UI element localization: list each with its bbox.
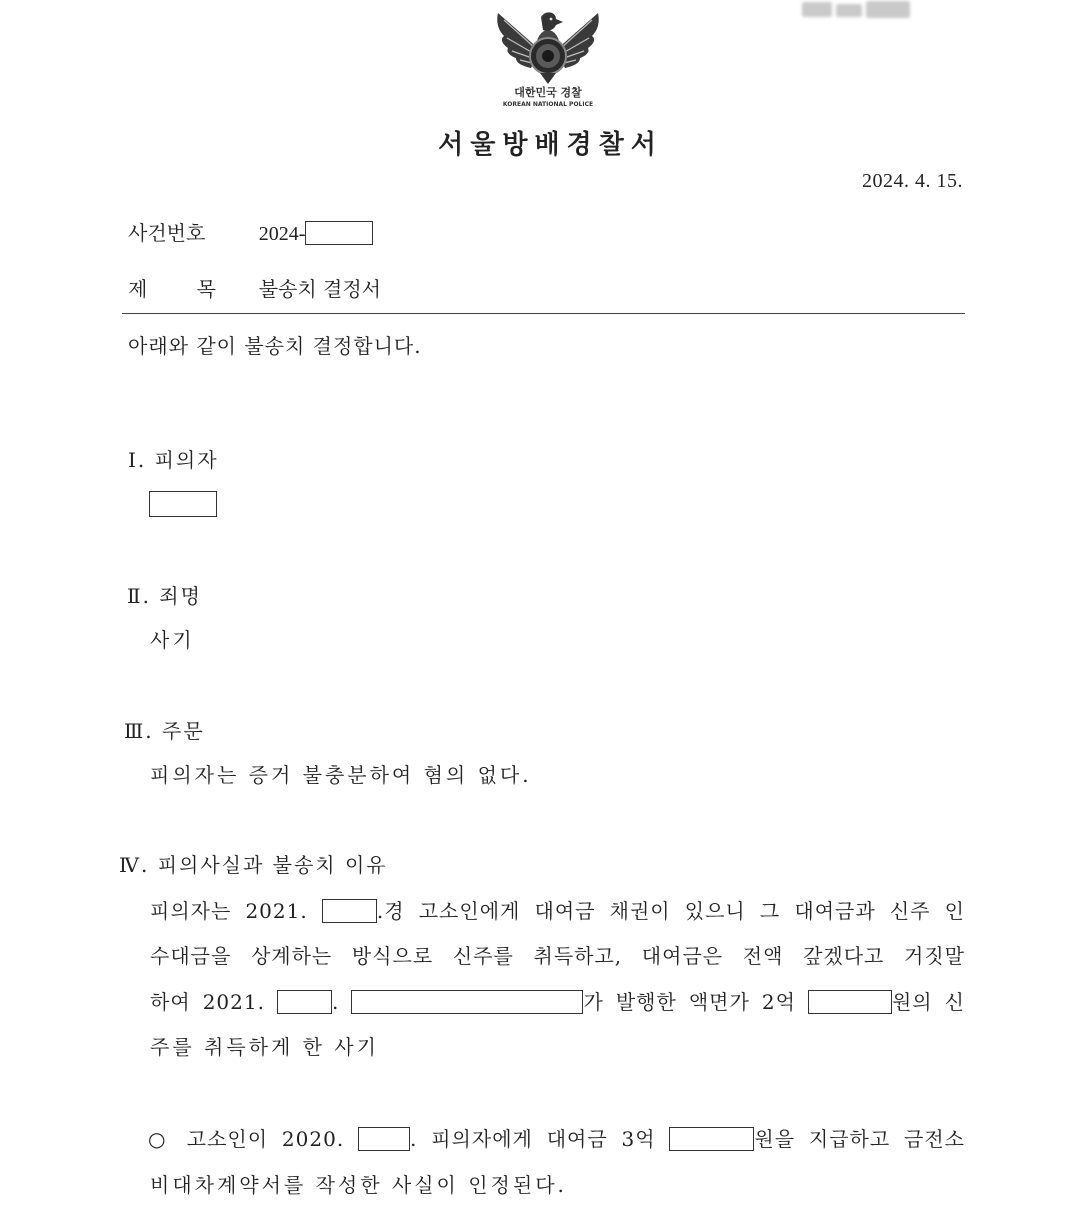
subject-row [128, 275, 381, 303]
section-suspect-heading: Ⅰ. 피의자 [128, 448, 219, 472]
finding-line-1-c: 원을 지급하고 금전소 [754, 1127, 965, 1151]
redaction-box [149, 491, 217, 517]
subject-value: 불송치 결정서 [258, 277, 381, 301]
finding-line-1-b: . 피의자에게 대여금 3억 [410, 1127, 670, 1151]
case-number-row [128, 219, 373, 248]
redaction-box [305, 221, 373, 245]
finding-line-2: 비대차계약서를 작성한 사실이 인정된다. [150, 1173, 567, 1197]
fact-line-1-a: 피의자는 2021. [150, 899, 322, 923]
police-emblem-logo [490, 8, 606, 84]
intro-text: 아래와 같이 불송치 결정합니다. [128, 334, 422, 358]
section-reasons-heading: Ⅳ. 피의사실과 불송치 이유 [119, 853, 388, 877]
fact-line-4: 주를 취득하게 한 사기 [150, 1035, 379, 1059]
finding-line-1-a: ○ 고소인이 2020. [148, 1127, 359, 1151]
fact-line-2: 수대금을 상계하는 방식으로 신주를 취득하고, 대여금은 전액 갚겠다고 거짓말 [150, 944, 965, 968]
fact-line-3-d: 원의 신 [891, 990, 965, 1014]
document-date: 2024. 4. 15. [862, 170, 963, 192]
charge-value: 사기 [150, 628, 195, 652]
case-number-label: 사건번호 [128, 221, 206, 245]
redaction-box [351, 990, 583, 1014]
emblem-org-name-en: KOREAN NATIONAL POLICE [502, 101, 594, 108]
case-number-prefix: 2024- [258, 223, 306, 245]
header-divider [122, 313, 965, 314]
redaction-box [358, 1127, 410, 1151]
emblem-org-name-ko: 대한민국 경찰 [514, 86, 582, 99]
fact-line-3-a: 하여 2021. [150, 990, 278, 1014]
section-charge-heading: Ⅱ. 죄명 [127, 584, 202, 608]
suspect-name-field [149, 491, 217, 517]
office-title: 서울방배경찰서 [438, 130, 663, 160]
fact-line-3 [150, 988, 965, 1016]
finding-line-1 [148, 1125, 965, 1153]
redaction-box [277, 990, 332, 1014]
section-disposition-heading: Ⅲ. 주문 [124, 719, 205, 743]
redaction-box [669, 1127, 754, 1151]
fact-line-1 [150, 897, 965, 925]
faded-stamp [800, 0, 912, 20]
redaction-box [808, 990, 892, 1014]
subject-label: 제 목 [128, 277, 216, 301]
fact-line-1-b: .경 고소인에게 대여금 채권이 있으니 그 대여금과 신주 인 [376, 899, 965, 923]
fact-line-3-c: 가 발행한 액면가 2억 [583, 990, 808, 1014]
fact-line-3-b: . [332, 990, 352, 1014]
redaction-box [322, 899, 377, 923]
disposition-value: 피의자는 증거 불충분하여 혐의 없다. [150, 763, 532, 787]
